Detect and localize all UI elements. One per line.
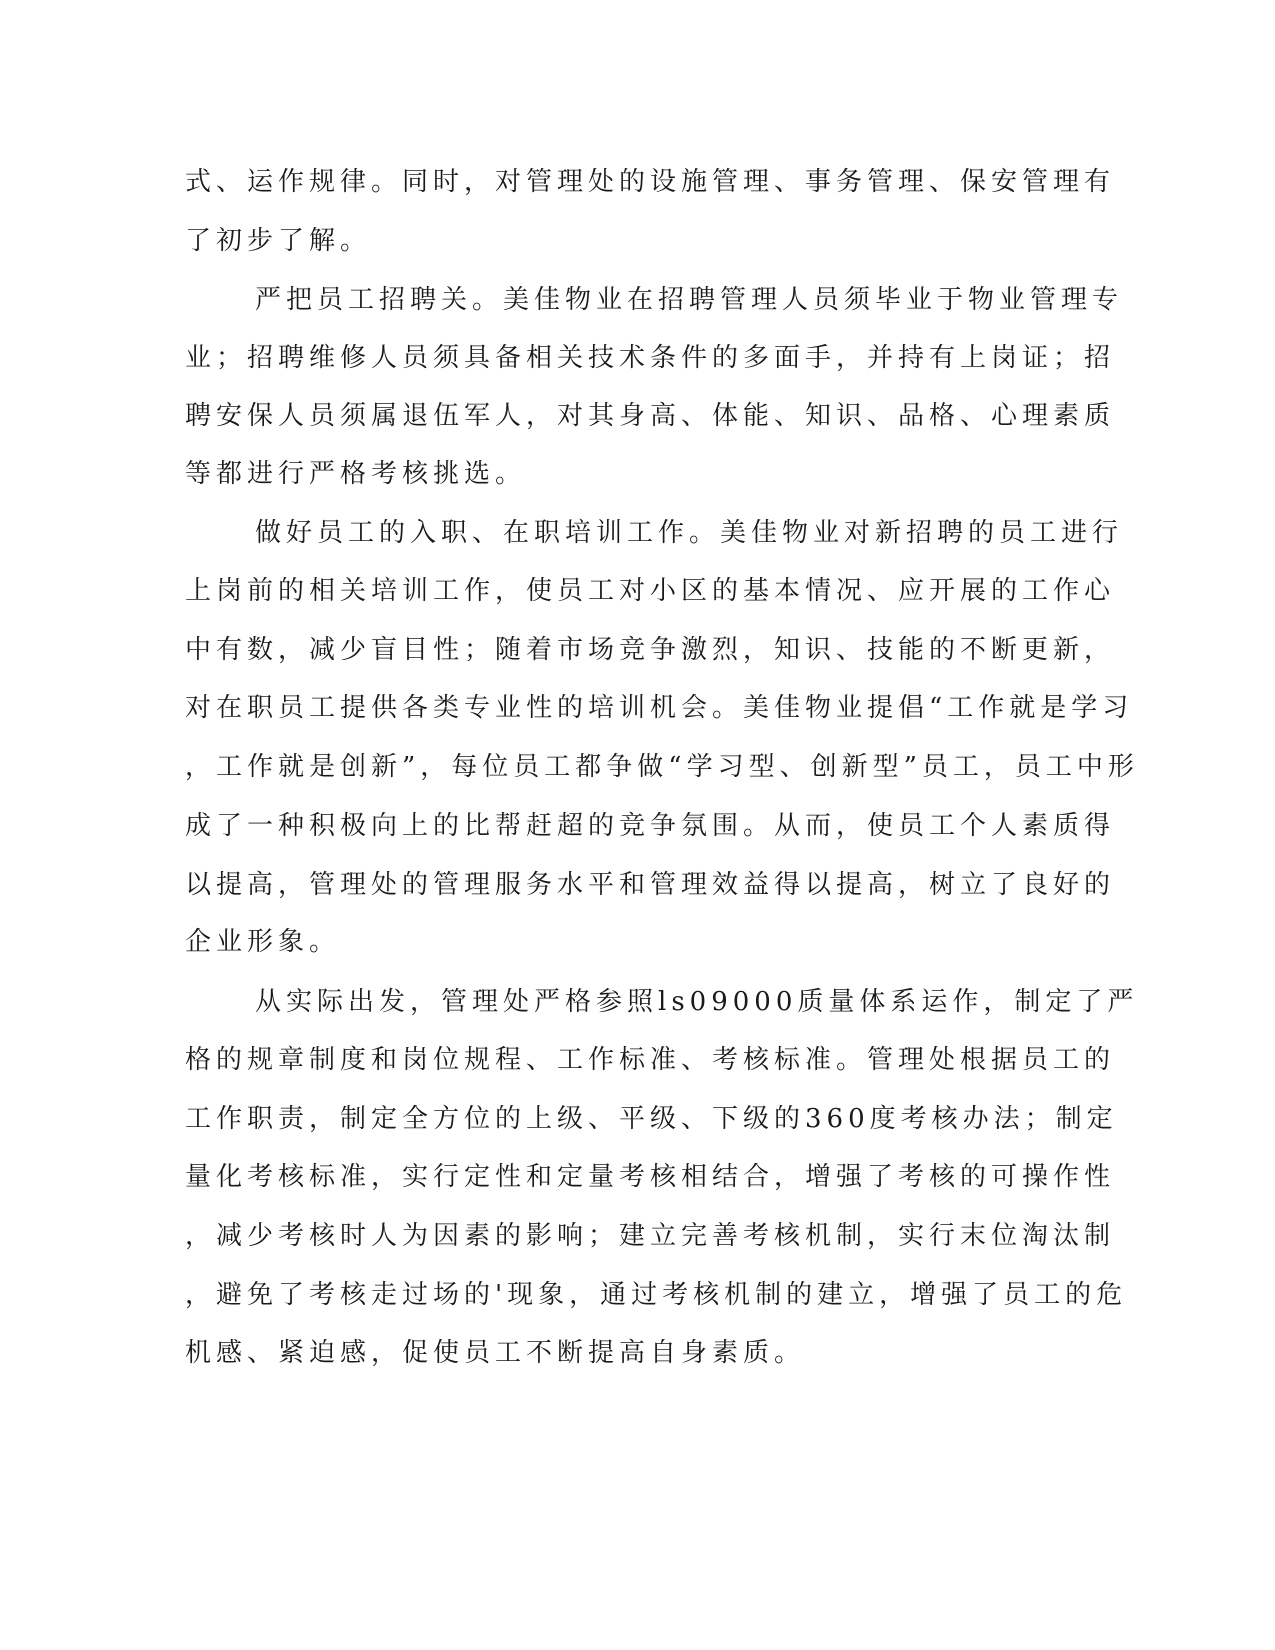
paragraph-first-line: 做好员工的入职、在职培训工作。美佳物业对新招聘的员工进行 bbox=[255, 518, 1124, 548]
text-line: 工作职责，制定全方位的上级、平级、下级的360度考核办法；制定 bbox=[185, 1104, 1118, 1134]
text-line: 上岗前的相关培训工作，使员工对小区的基本情况、应开展的工作心 bbox=[185, 576, 1116, 606]
text-line: 聘安保人员须属退伍军人，对其身高、体能、知识、品格、心理素质 bbox=[185, 401, 1116, 431]
text-line: 中有数，减少盲目性；随着市场竞争激烈，知识、技能的不断更新， bbox=[185, 635, 1116, 665]
text-line: 格的规章制度和岗位规程、工作标准、考核标准。管理处根据员工的 bbox=[185, 1045, 1116, 1075]
text-line: 式、运作规律。同时，对管理处的设施管理、事务管理、保安管理有 bbox=[185, 167, 1116, 197]
text-line: 对在职员工提供各类专业性的培训机会。美佳物业提倡“工作就是学习 bbox=[185, 693, 1134, 723]
text-line: 机感、紧迫感，促使员工不断提高自身素质。 bbox=[185, 1338, 806, 1368]
text-line: 等都进行严格考核挑选。 bbox=[185, 459, 527, 489]
text-line: 成了一种积极向上的比帮赶超的竞争氛围。从而，使员工个人素质得 bbox=[185, 811, 1116, 841]
text-line: ，工作就是创新”，每位员工都争做“学习型、创新型”员工，员工中形 bbox=[185, 752, 1139, 782]
text-line: 以提高，管理处的管理服务水平和管理效益得以提高，树立了良好的 bbox=[185, 870, 1116, 900]
text-line: 企业形象。 bbox=[185, 927, 341, 957]
text-line: 业；招聘维修人员须具备相关技术条件的多面手，并持有上岗证；招 bbox=[185, 343, 1116, 373]
text-line: 了初步了解。 bbox=[185, 226, 372, 256]
text-line: 量化考核标准，实行定性和定量考核相结合，增强了考核的可操作性 bbox=[185, 1162, 1116, 1192]
paragraph-first-line: 从实际出发，管理处严格参照ls09000质量体系运作，制定了严 bbox=[255, 987, 1139, 1017]
text-line: ，减少考核时人为因素的影响；建立完善考核机制，实行末位淘汰制 bbox=[185, 1221, 1116, 1251]
text-line: ，避免了考核走过场的'现象，通过考核机制的建立，增强了员工的危 bbox=[185, 1280, 1128, 1310]
paragraph-first-line: 严把员工招聘关。美佳物业在招聘管理人员须毕业于物业管理专 bbox=[255, 285, 1124, 315]
